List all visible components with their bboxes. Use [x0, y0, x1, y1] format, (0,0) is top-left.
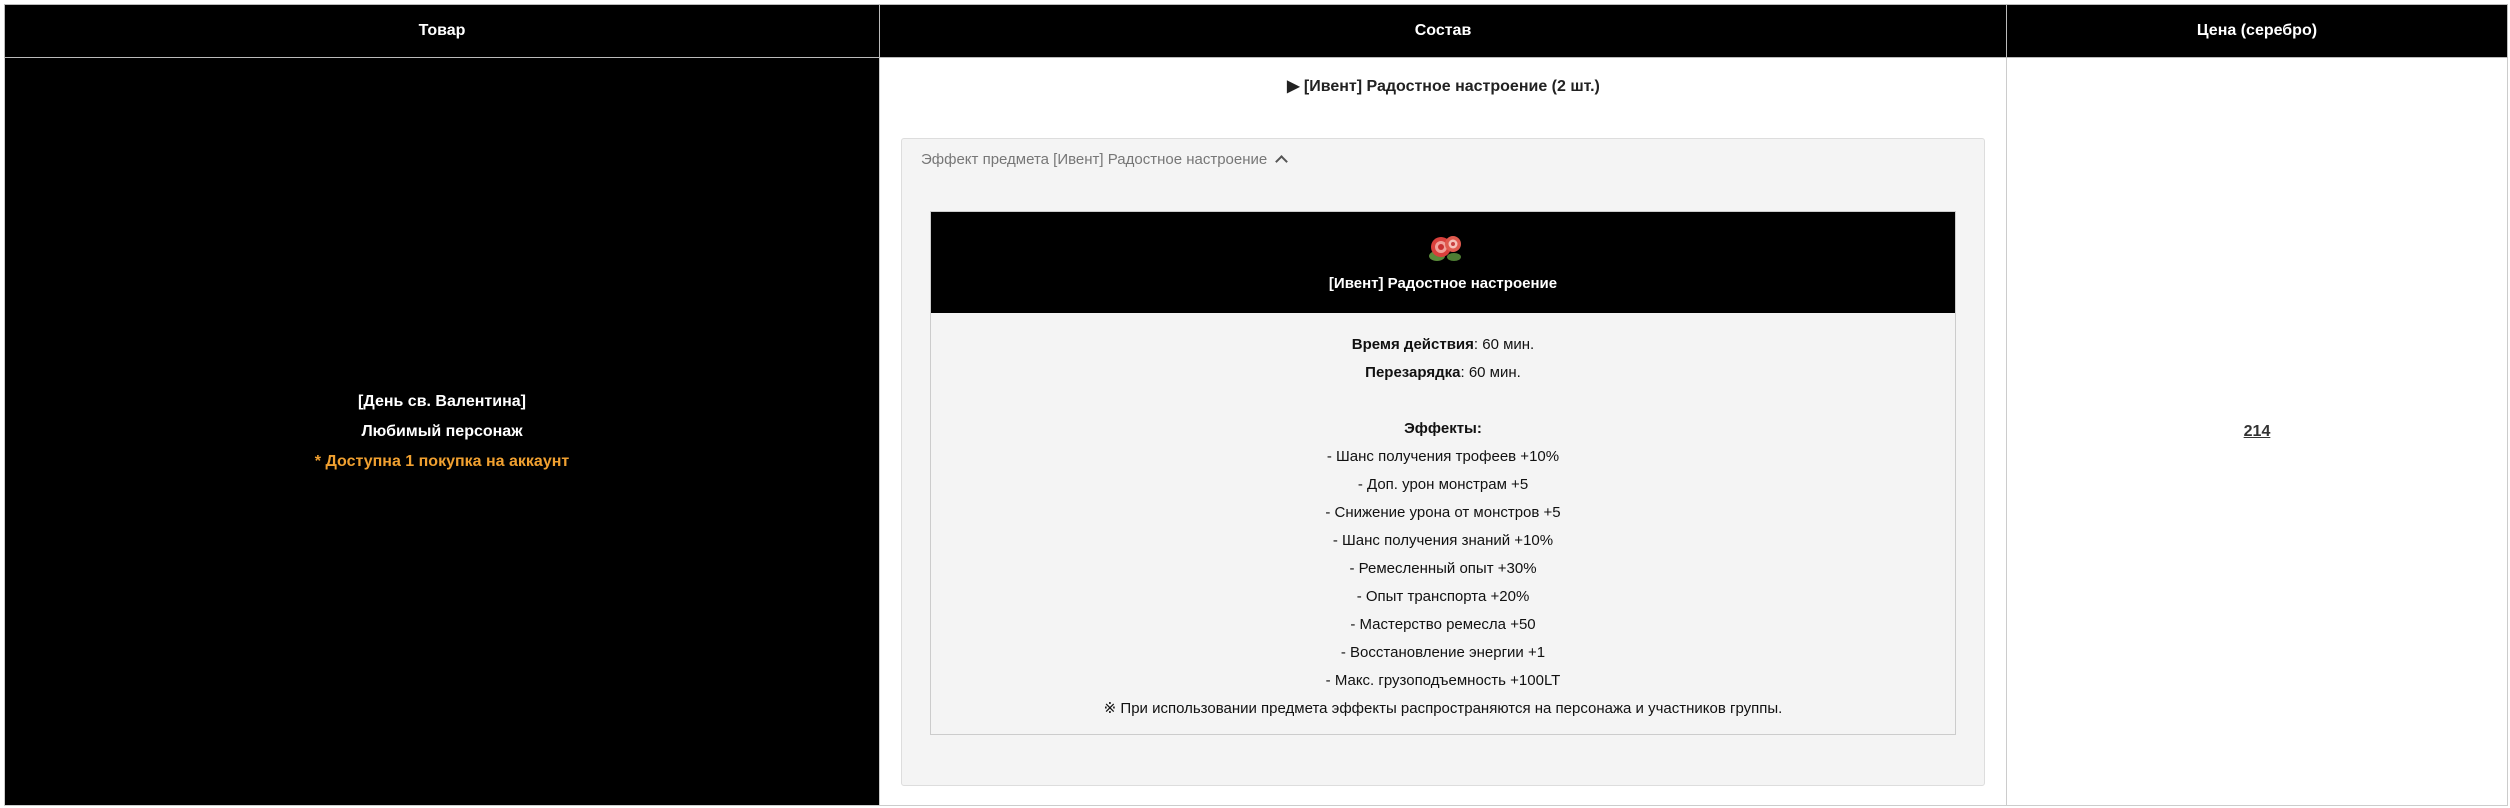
- effect-line: - Доп. урон монстрам +5: [1357, 476, 1529, 493]
- effect-line: - Мастерство ремесла +50: [1350, 616, 1536, 633]
- price-cell: [2007, 58, 2508, 806]
- header-item: Товар: [5, 5, 880, 58]
- duration-label: Время действия: [1351, 336, 1474, 353]
- effect-line: - Опыт транспорта +20%: [1356, 588, 1530, 605]
- item-purchase-limit-note: * Доступна 1 покупка на аккаунт: [314, 452, 570, 470]
- effects-heading: Эффекты:: [1404, 420, 1482, 437]
- composition-title: ▶ [Ивент] Радостное настроение (2 шт.): [1287, 78, 1600, 95]
- header-price: Цена (серебро): [2007, 5, 2508, 58]
- shop-table: [4, 4, 2508, 806]
- effect-line: - Ремесленный опыт +30%: [1349, 560, 1537, 577]
- price-link[interactable]: 214: [2243, 422, 2271, 440]
- table-header-row: [5, 5, 2508, 58]
- cooldown-value: : 60 мин.: [1460, 364, 1521, 381]
- effect-card: [930, 211, 1956, 735]
- effect-card-body: [931, 313, 1955, 723]
- effect-card-item-name: [Ивент] Радостное настроение: [1328, 275, 1558, 292]
- cooldown-line: [931, 359, 1955, 387]
- effect-toggle-label: Эффект предмета [Ивент] Радостное настроение: [921, 151, 1268, 168]
- header-composition: Состав: [880, 5, 2007, 58]
- item-cell: [5, 58, 880, 806]
- table-row: [5, 58, 2508, 806]
- effect-line: - Шанс получения знаний +10%: [1332, 532, 1554, 549]
- effect-footnote: ※ При использовании предмета эффекты распространяются на персонажа и участников группы.: [1103, 700, 1783, 717]
- effect-line: - Шанс получения трофеев +10%: [1326, 448, 1560, 465]
- effect-toggle[interactable]: [921, 151, 1286, 168]
- composition-cell: [880, 58, 2007, 806]
- duration-value: : 60 мин.: [1473, 336, 1535, 353]
- item-name: Любимый персонаж: [361, 422, 523, 440]
- item-event: [День св. Валентина]: [358, 392, 526, 410]
- effect-line: - Восстановление энергии +1: [1340, 644, 1546, 661]
- rose-flower-icon: [1425, 230, 1465, 266]
- chevron-up-icon: [1275, 155, 1288, 168]
- duration-line: [931, 331, 1955, 359]
- effect-card-header: [931, 212, 1955, 313]
- effect-line: - Макс. грузоподъемность +100LT: [1325, 672, 1561, 689]
- cooldown-label: Перезарядка: [1365, 364, 1461, 381]
- effect-panel: [901, 138, 1985, 786]
- effect-line: - Снижение урона от монстров +5: [1325, 504, 1561, 521]
